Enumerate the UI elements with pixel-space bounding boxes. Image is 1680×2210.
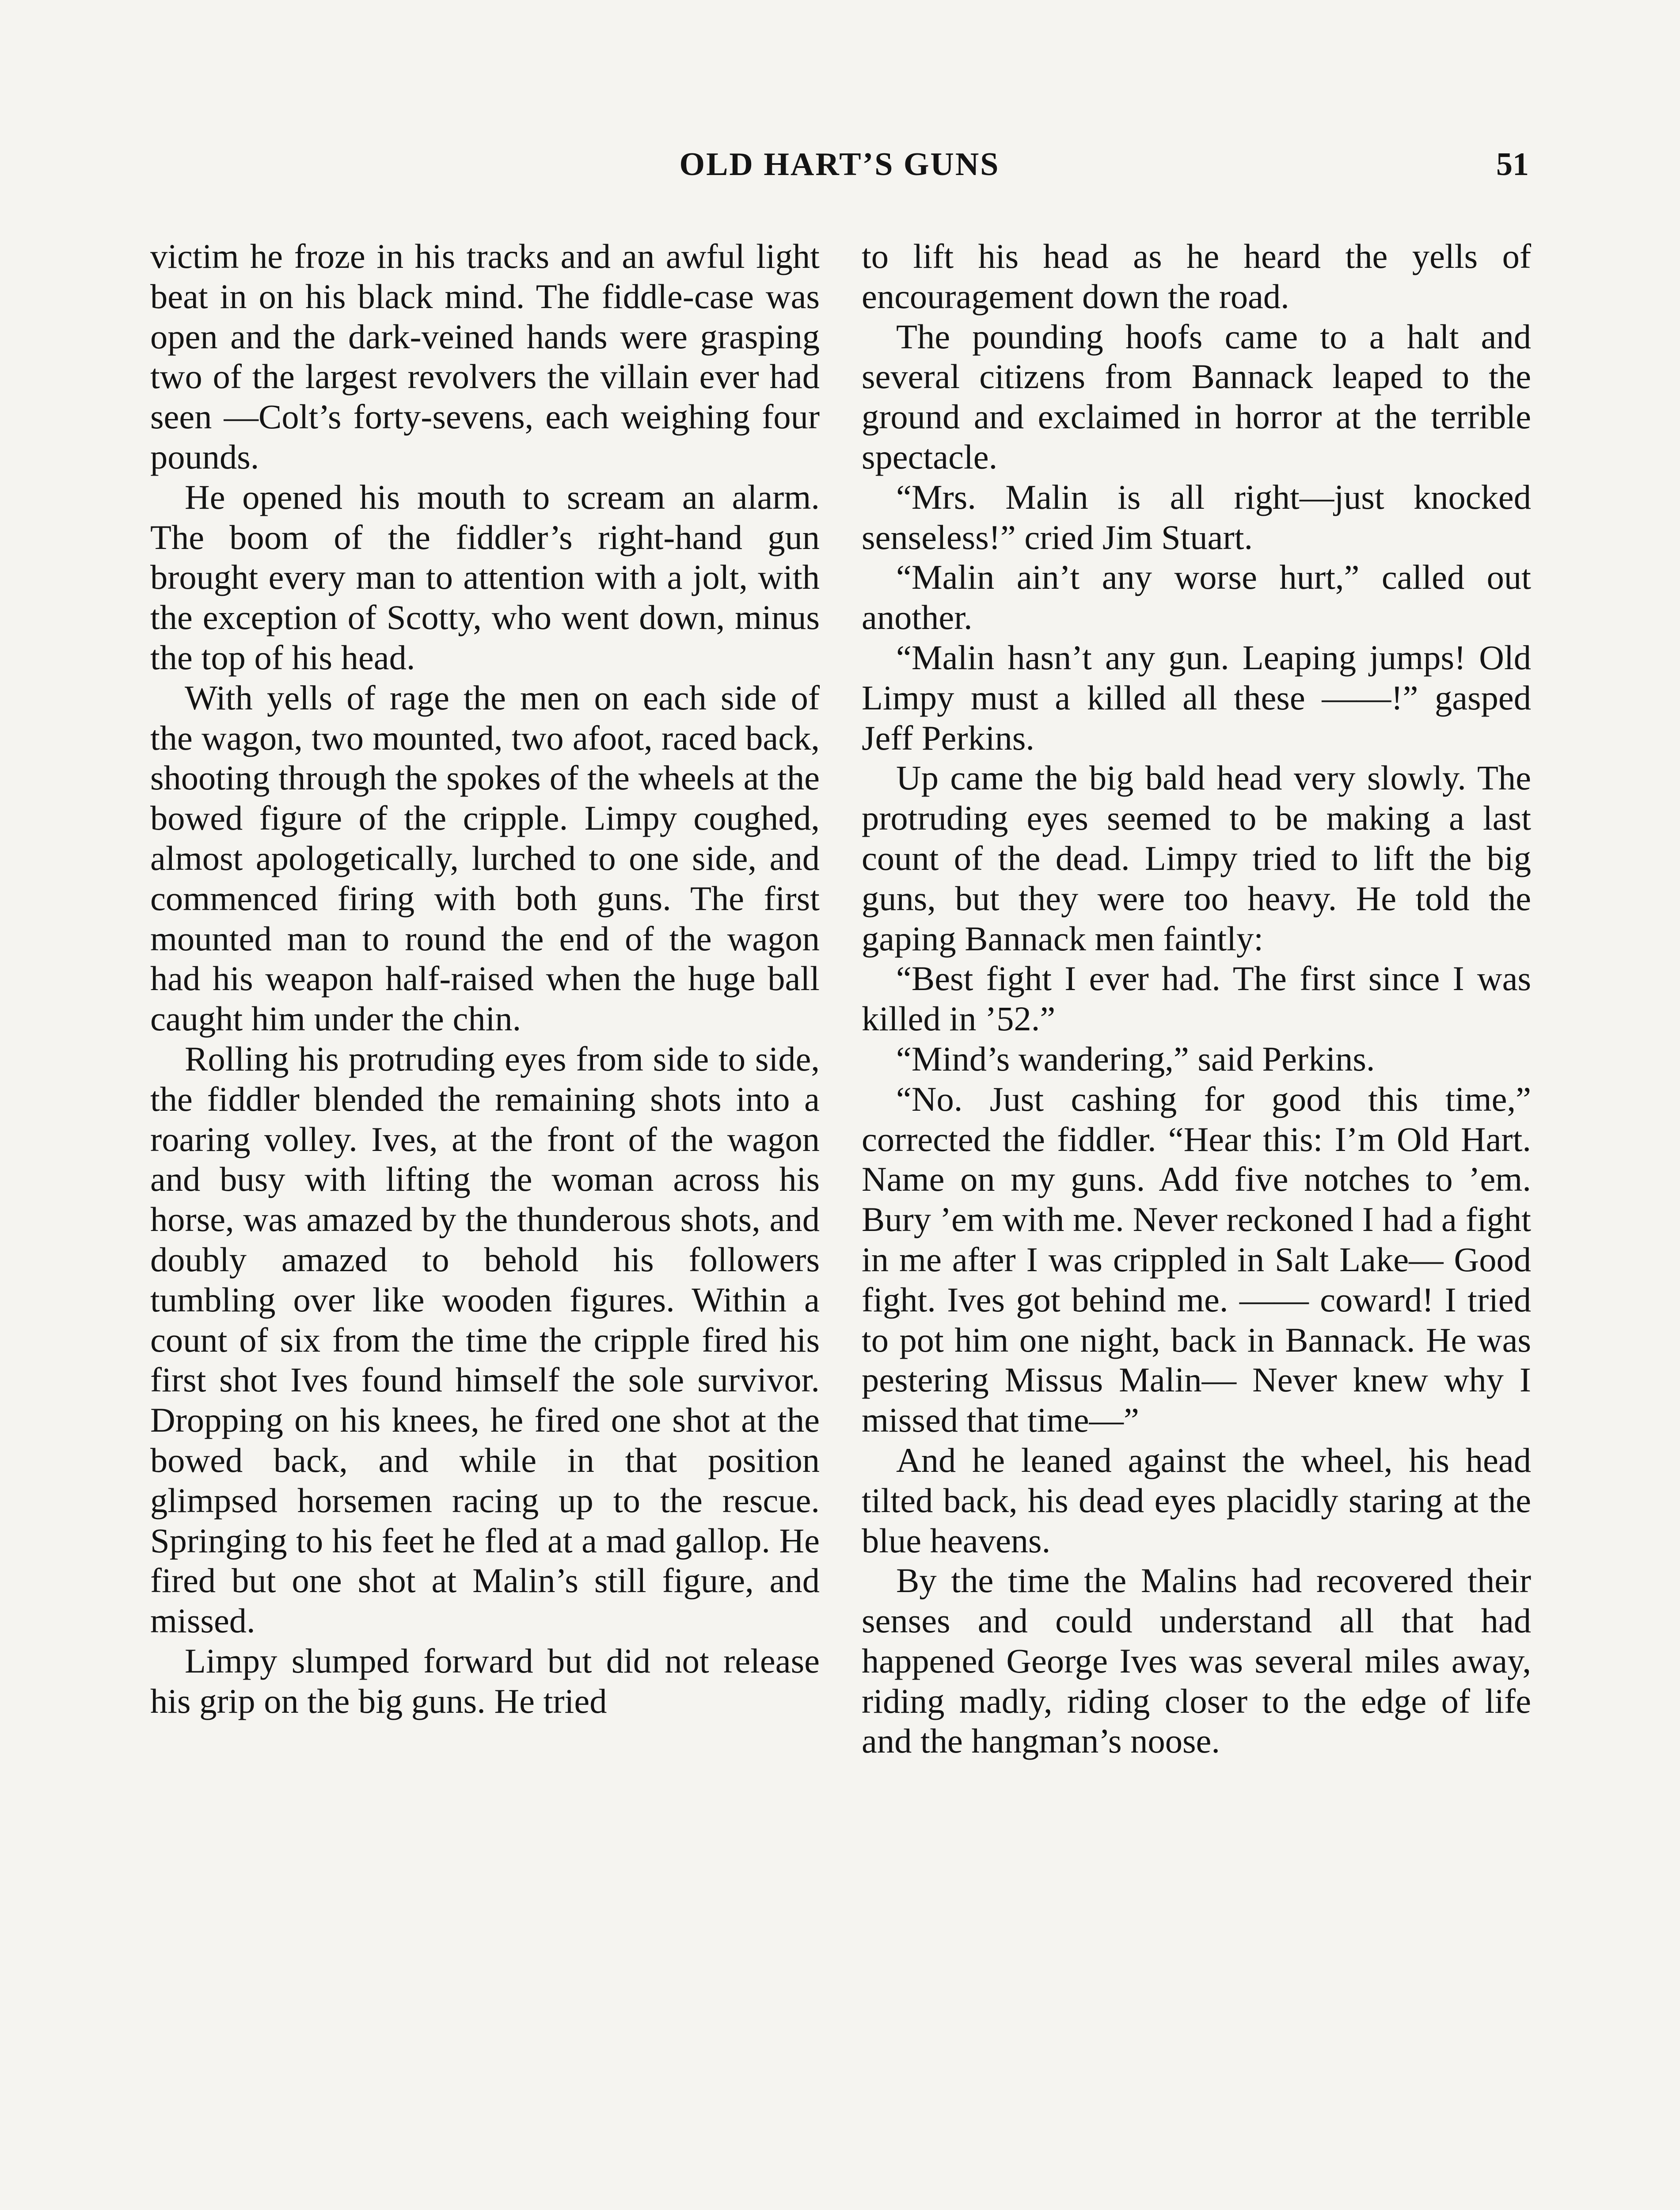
paragraph: “Malin hasn’t any gun. Leaping jumps! Old Limpy must a killed all these ——!” gasped Jeff Perkins.	[862, 638, 1531, 757]
paragraph: “Best fight I ever had. The first since I was killed in ’52.”	[862, 959, 1531, 1038]
paragraph: By the time the Malins had recovered their senses and could understand all that had happened George Ives was several miles away, riding madly, riding closer to the edge of life and the hangman’s noose.	[862, 1561, 1531, 1760]
right-column	[862, 236, 1531, 1761]
paragraph: “No. Just cashing for good this time,” corrected the fiddler. “Hear this: I’m Old Hart. Name on my guns. Add five notches to ’em. Bury ’em with me. Never reckoned I had a fight in me after I was crippled in Salt Lake— Good fight. Ives got behind me. —— coward! I tried to pot him one night, back in Bannack. He was pestering Missus Malin— Never knew why I missed that time—”	[862, 1079, 1531, 1440]
paragraph: to lift his head as he heard the yells of encouragement down the road.	[862, 237, 1531, 316]
paragraph: “Malin ain’t any worse hurt,” called out another.	[862, 558, 1531, 637]
page-number: 51	[1496, 146, 1529, 183]
paragraph: He opened his mouth to scream an alarm. The boom of the fiddler’s right-hand gun brought every man to attention with a jolt, with the exception of Scotty, who went down, minus the top of his head.	[150, 477, 820, 677]
paragraph: “Mind’s wandering,” said Perkins.	[896, 1039, 1375, 1078]
paragraph: Limpy slumped forward but did not release his grip on the big guns. He tried	[150, 1641, 820, 1720]
running-title: OLD HART’S GUNS	[679, 146, 1000, 183]
paragraph: victim he froze in his tracks and an awful light beat in on his black mind. The fiddle-case was open and the dark-veined hands were grasping two of the largest revolvers the villain ever had seen —Colt’s forty-sevens, each weighing four pounds.	[150, 237, 820, 476]
paragraph: Up came the big bald head very slowly. The protruding eyes seemed to be making a last count of the dead. Limpy tried to lift the big guns, but they were too heavy. He told the gaping Bannack men faintly:	[862, 758, 1531, 958]
paragraph: “Mrs. Malin is all right—just knocked senseless!” cried Jim Stuart.	[862, 477, 1531, 556]
paragraph: Rolling his protruding eyes from side to side, the fiddler blended the remaining shots into a roaring volley. Ives, at the front of the wagon and busy with lifting the woman across his horse, was amazed by the thunderous shots, and doubly amazed to behold his followers tumbling over like wooden figures. Within a count of six from the time the cripple fired his first shot Ives found himself the sole survivor. Dropping on his knees, he fired one shot at the bowed back, and while in that position glimpsed horsemen racing up to the rescue. Springing to his feet he fled at a mad gallop. He fired but one shot at Malin’s still figure, and missed.	[150, 1039, 820, 1640]
left-column	[150, 236, 820, 1721]
running-head	[150, 146, 1529, 194]
paragraph: And he leaned against the wheel, his head tilted back, his dead eyes placidly staring at the blue heavens.	[862, 1440, 1531, 1560]
paragraph: With yells of rage the men on each side of the wagon, two mounted, two afoot, raced back, shooting through the spokes of the wheels at the bowed figure of the cripple. Limpy coughed, almost apologetically, lurched to one side, and commenced firing with both guns. The first mounted man to round the end of the wagon had his weapon half-raised when the huge ball caught him under the chin.	[150, 678, 820, 1038]
paragraph: The pounding hoofs came to a halt and several citizens from Bannack leaped to the ground and exclaimed in horror at the terrible spectacle.	[862, 317, 1531, 476]
